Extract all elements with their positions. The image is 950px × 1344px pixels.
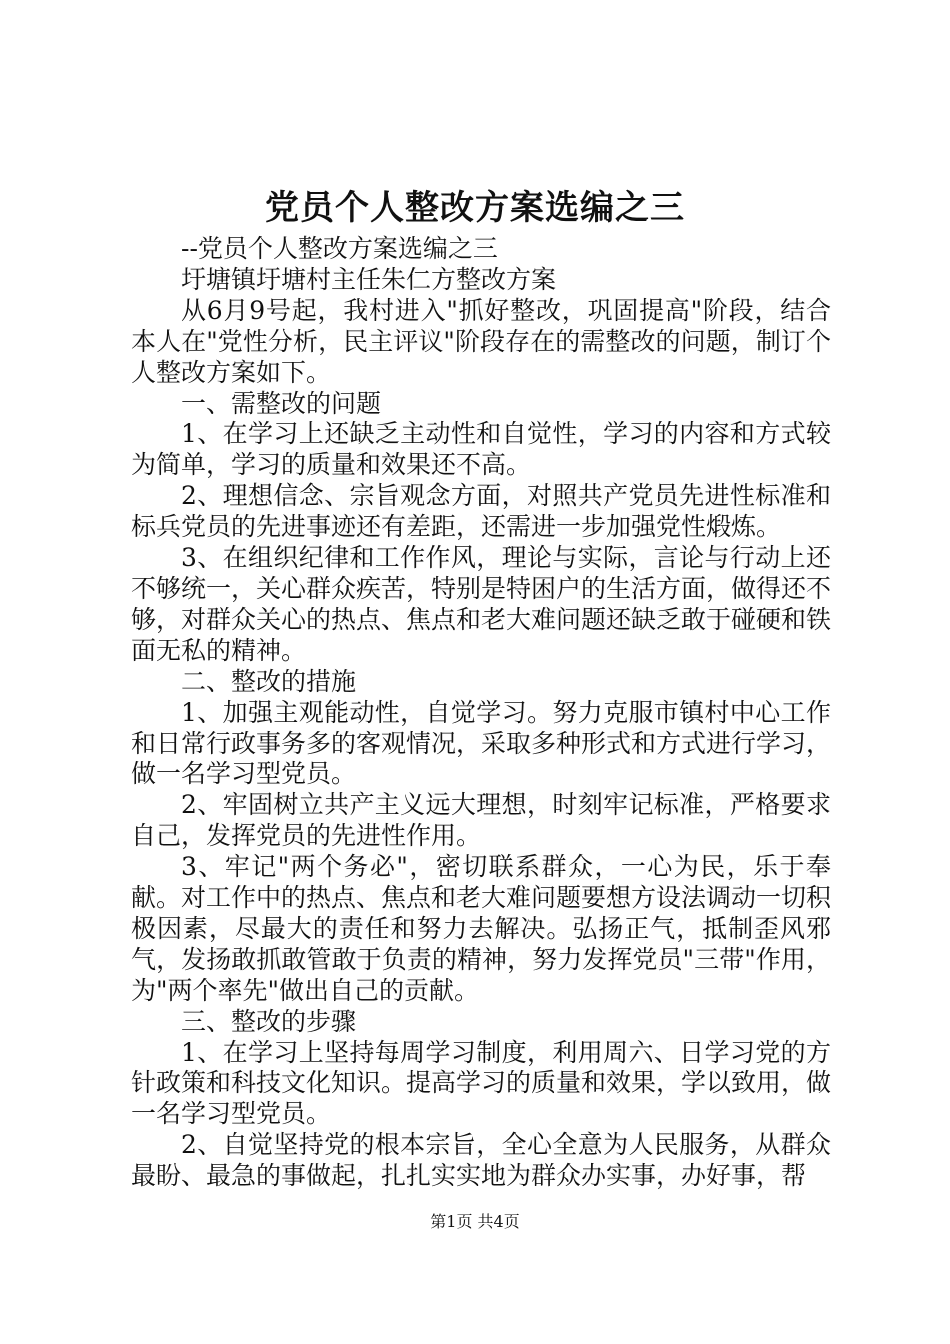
document-body bbox=[131, 234, 831, 1192]
page-number-footer: 第1页 共4页 bbox=[430, 1212, 520, 1231]
section-heading-3: 三、整改的步骤 bbox=[181, 1006, 357, 1036]
body-paragraph: 1、加强主观能动性，自觉学习。努力克服市镇村中心工作和日常行政事务多的客观情况，采取多种形式和方式进行学习，做一名学习型党员。 bbox=[131, 697, 832, 789]
subtitle-paragraph: --党员个人整改方案选编之三 bbox=[181, 234, 498, 263]
body-paragraph: 2、理想信念、宗旨观念方面，对照共产党员先进性标准和标兵党员的先进事迹还有差距，还需进一步加强党性煅炼。 bbox=[131, 481, 831, 542]
body-paragraph: 2、自觉坚持党的根本宗旨，全心全意为人民服务，从群众最盼、最急的事做起，扎扎实实地为群众办实事，办好事，帮 bbox=[131, 1130, 831, 1191]
intro-paragraph: 从6月9号起，我村进入"抓好整改，巩固提高"阶段，结合本人在"党性分析，民主评议"阶段存在的需整改的问题，制订个人整改方案如下。 bbox=[131, 295, 831, 387]
body-paragraph: 2、牢固树立共产主义远大理想，时刻牢记标准，严格要求自己，发挥党员的先进性作用。 bbox=[131, 790, 831, 851]
body-paragraph: 1、在学习上坚持每周学习制度，利用周六、日学习党的方针政策和科技文化知识。提高学习的质量和效果，学以致用，做一名学习型党员。 bbox=[131, 1037, 832, 1129]
heading-paragraph: 圩塘镇圩塘村主任朱仁方整改方案 bbox=[181, 264, 557, 294]
document-title: 党员个人整改方案选编之三 bbox=[265, 188, 685, 228]
body-paragraph: 3、牢记"两个务必"，密切联系群众，一心为民，乐于奉献。对工作中的热点、焦点和老大难问题要想方设法调动一切积极因素，尽最大的责任和努力去解决。弘扬正气，抵制歪风邪气，发扬敢抓敢管敢于负责的精神，努力发挥党员"三带"作用，为"两个率先"做出自己的贡献。 bbox=[131, 852, 832, 1005]
section-heading-1: 一、需整改的问题 bbox=[181, 388, 382, 418]
section-heading-2: 二、整改的措施 bbox=[181, 666, 357, 696]
body-paragraph: 1、在学习上还缺乏主动性和自觉性，学习的内容和方式较为简单，学习的质量和效果还不高。 bbox=[131, 419, 831, 480]
body-paragraph: 3、在组织纪律和工作作风，理论与实际，言论与行动上还不够统一，关心群众疾苦，特别是特困户的生活方面，做得还不够，对群众关心的热点、焦点和老大难问题还缺乏敢于碰硬和铁面无私的精神。 bbox=[131, 543, 832, 665]
